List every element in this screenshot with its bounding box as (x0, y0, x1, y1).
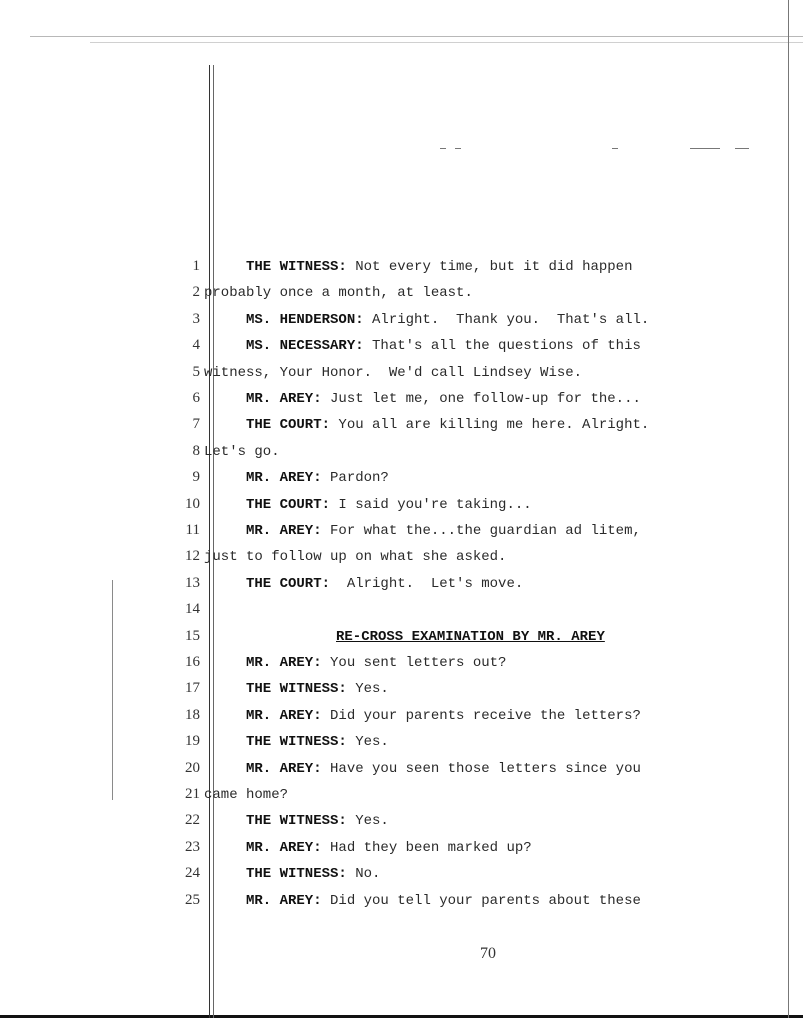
transcript-line (204, 629, 791, 645)
speaker-label: MR. AREY: (246, 707, 322, 724)
line-content: For what the...the guardian ad litem, (321, 523, 641, 539)
line-number: 20 (185, 759, 200, 776)
line-number: 19 (185, 733, 200, 750)
scan-line-top-2 (90, 42, 803, 43)
line-number: 9 (192, 469, 200, 486)
line-content: Have you seen those letters since you (321, 760, 641, 777)
speaker-label: MR. AREY: (246, 391, 322, 407)
line-content: witness, Your Honor. We'd call Lindsey Wise. (204, 364, 583, 381)
transcript-line (204, 417, 791, 433)
line-number: 11 (185, 522, 200, 538)
transcript-line (204, 259, 791, 275)
line-number: 8 (192, 442, 200, 459)
line-number: 2 (192, 284, 200, 301)
transcript-line (204, 497, 791, 513)
line-content: No. (346, 866, 381, 883)
transcript-line (204, 365, 791, 381)
speaker-label: MR. AREY: (246, 839, 322, 856)
line-number: 16 (185, 654, 200, 670)
line-content: Had they been marked up? (321, 839, 532, 856)
scan-dash (690, 148, 720, 149)
speaker-label: MR. AREY: (246, 523, 322, 539)
speaker-label: THE COURT: (246, 575, 331, 592)
line-content: Alright. Let's move. (330, 575, 524, 592)
transcript-line (204, 813, 791, 829)
line-content: Yes. (346, 681, 389, 698)
line-number: 4 (192, 337, 200, 354)
transcript-line (204, 444, 791, 460)
speaker-label: MS. HENDERSON: (246, 311, 364, 328)
line-content: That's all the questions of this (363, 338, 641, 355)
transcript-line (204, 787, 791, 803)
speaker-label: MR. AREY: (246, 760, 322, 777)
line-number: 3 (192, 310, 200, 327)
line-number: 14 (185, 601, 200, 618)
scan-dash (735, 148, 749, 149)
line-number: 15 (185, 627, 200, 644)
line-number: 12 (185, 548, 200, 565)
line-number: 5 (192, 363, 200, 380)
page-number: 70 (480, 945, 496, 962)
line-number: 24 (185, 865, 200, 882)
line-number: 13 (185, 574, 200, 591)
speaker-label: MR. AREY: (246, 655, 322, 671)
transcript-line (204, 708, 791, 724)
line-content: Yes. (346, 734, 389, 751)
line-content: probably once a month, at least. (204, 285, 473, 302)
scan-dash (440, 148, 446, 149)
speaker-label: THE WITNESS: (246, 259, 347, 275)
line-number: 18 (185, 706, 200, 723)
transcript-line (204, 681, 791, 697)
scan-line-top (30, 36, 803, 37)
line-number: 23 (185, 838, 200, 855)
line-content: came home? (204, 787, 289, 803)
line-number: 17 (185, 680, 200, 697)
transcript-line (204, 338, 791, 354)
line-content: Just let me, one follow-up for the... (321, 391, 641, 407)
line-content: Let's go. (204, 443, 280, 460)
section-heading: RE-CROSS EXAMINATION BY MR. AREY (336, 628, 605, 645)
speaker-label: MR. AREY: (246, 892, 322, 909)
line-content: Did your parents receive the letters? (321, 707, 641, 724)
line-content: You sent letters out? (321, 655, 507, 671)
line-content: Pardon? (321, 470, 389, 487)
line-content: just to follow up on what she asked. (204, 549, 507, 566)
speaker-label: THE WITNESS: (246, 681, 347, 698)
transcript-line (204, 840, 791, 856)
line-number: 25 (185, 891, 200, 908)
transcript-line (204, 734, 791, 750)
scan-dash (455, 148, 461, 149)
transcript-line (204, 576, 791, 592)
transcript-line (204, 866, 791, 882)
line-number: 1 (192, 258, 200, 274)
line-content: Alright. Thank you. That's all. (363, 311, 650, 328)
transcript-line (204, 893, 791, 909)
line-number: 6 (192, 390, 200, 406)
line-number: 22 (185, 812, 200, 829)
line-content: Yes. (346, 813, 389, 830)
line-content: Not every time, but it did happen (346, 259, 633, 275)
line-number: 21 (185, 786, 200, 802)
transcript-line (204, 655, 791, 671)
scan-dash (612, 148, 618, 149)
transcript-line (204, 312, 791, 328)
transcript-line (204, 549, 791, 565)
transcript-line (204, 523, 791, 539)
speaker-label: THE COURT: (246, 496, 331, 513)
speaker-label: THE WITNESS: (246, 813, 347, 830)
speaker-label: MS. NECESSARY: (246, 338, 364, 355)
line-content: Did you tell your parents about these (321, 892, 641, 909)
speaker-label: THE COURT: (246, 417, 331, 434)
transcript-line (204, 391, 791, 407)
line-number: 7 (192, 416, 200, 433)
transcript-line (204, 470, 791, 486)
line-number: 10 (185, 495, 200, 512)
speaker-label: THE WITNESS: (246, 734, 347, 751)
line-content: You all are killing me here. Alright. (330, 417, 650, 434)
line-content: I said you're taking... (330, 496, 532, 513)
speaker-label: MR. AREY: (246, 470, 322, 487)
transcript-line (204, 285, 791, 301)
transcript-line (204, 761, 791, 777)
speaker-label: THE WITNESS: (246, 866, 347, 883)
margin-line (112, 580, 113, 800)
